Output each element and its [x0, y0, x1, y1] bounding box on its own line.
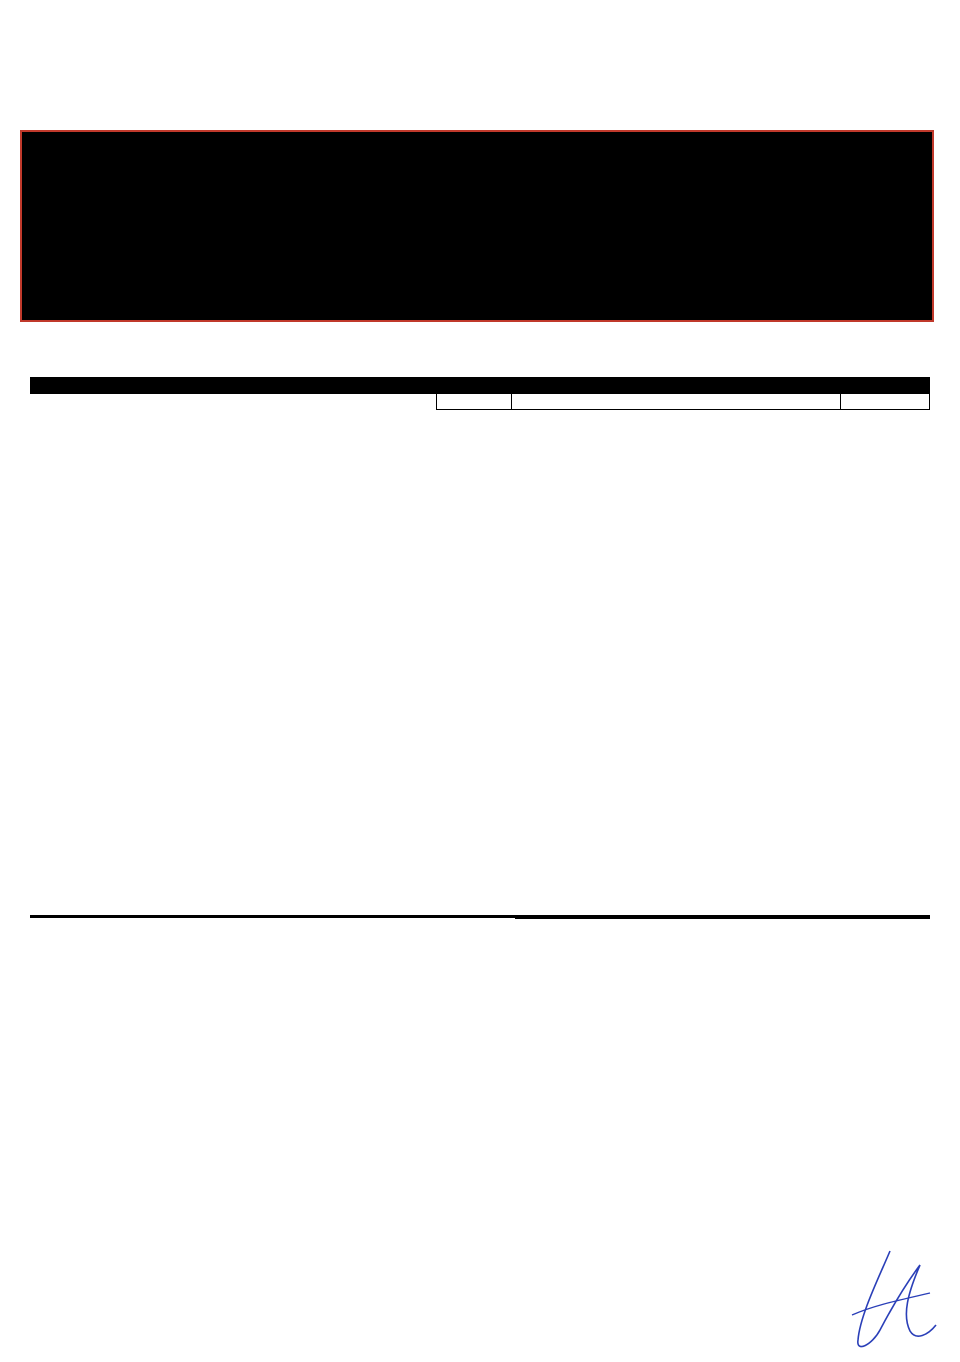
materials-total-qty — [516, 918, 592, 919]
works-sum-label — [512, 394, 841, 410]
works-total-vat — [841, 394, 930, 410]
materials-total-label — [31, 918, 516, 919]
redacted-block — [20, 130, 934, 322]
materials-total-vat — [844, 918, 930, 919]
works-table — [30, 377, 930, 410]
works-total-label — [31, 394, 437, 410]
signature-mark — [850, 1245, 940, 1355]
materials-table — [30, 915, 930, 919]
works-total-row — [31, 394, 930, 410]
materials-total-sum — [741, 918, 844, 919]
works-total-qty — [437, 394, 512, 410]
materials-total-row — [31, 918, 930, 919]
materials-sum-label — [592, 918, 741, 919]
